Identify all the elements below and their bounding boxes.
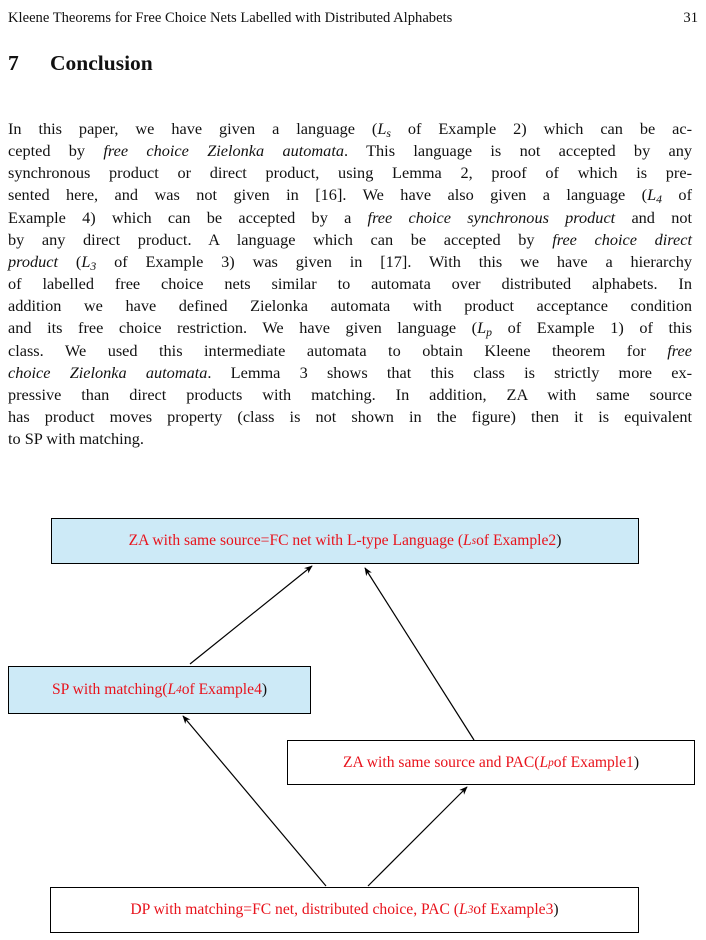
text-line: cepted by free choice Zielonka automata. This language is not accepted by any — [8, 141, 693, 161]
conclusion-paragraph — [8, 118, 692, 450]
text-line: has product moves property (class is not shown in the figure) then it is equivalent — [8, 407, 692, 427]
running-title: Kleene Theorems for Free Choice Nets Labelled with Distributed Alphabets — [8, 10, 453, 26]
text-line: sented here, and was not given in [16]. We have also given a language ($L_4$ of — [8, 185, 692, 207]
arrow-sp-to-top — [190, 566, 312, 664]
arrow-pac-to-top — [365, 568, 474, 740]
running-head — [8, 9, 698, 27]
text-line: class. We used this intermediate automata to obtain Kleene theorem for free — [8, 340, 692, 360]
text-line: by any direct product. A language which can be accepted by free choice direct — [8, 229, 692, 249]
node-za-same-source: ZA with same source=FC net with L-type Language ( L s of Example 2 ) — [51, 518, 639, 564]
text-line: to SP with matching. — [8, 429, 144, 449]
arrow-dp-to-pac — [368, 787, 467, 886]
text-line: synchronous product or direct product, using Lemma 2, proof of which is pre- — [8, 163, 692, 183]
text-line: and its free choice restriction. We have given language ($L_p$ of Example 1) of this — [8, 318, 693, 340]
text-line: choice Zielonka automata. Lemma 3 shows that this class is strictly more ex- — [8, 362, 693, 382]
text-line: product ($L_3$ of Example 3) was given in [17]. With this we have a hierarchy — [8, 251, 692, 273]
node-sp-matching: SP with matching( L 4 of Example 4 ) — [8, 666, 311, 714]
page-number: 31 — [683, 10, 698, 26]
section-title: Conclusion — [50, 51, 153, 75]
text-line: pressive than direct products with matching. In addition, ZA with same source — [8, 384, 692, 404]
node-dp-matching: DP with matching=FC net, distributed choice, PAC ( L 3 of Example 3 ) — [50, 887, 639, 933]
text-line: of labelled free choice nets similar to automata over distributed alphabets. In — [8, 274, 692, 294]
section-heading — [8, 50, 153, 76]
text-line: Example 4) which can be accepted by a free choice synchronous product and not — [8, 207, 692, 227]
text-line: In this paper, we have given a language ($L_s$ of Example 2) which can be ac- — [8, 119, 693, 140]
section-number: 7 — [8, 51, 19, 75]
text-line: addition we have defined Zielonka automata with product acceptance condition — [8, 296, 692, 316]
node-za-pac: ZA with same source and PAC( L p of Example 1 ) — [287, 740, 695, 785]
